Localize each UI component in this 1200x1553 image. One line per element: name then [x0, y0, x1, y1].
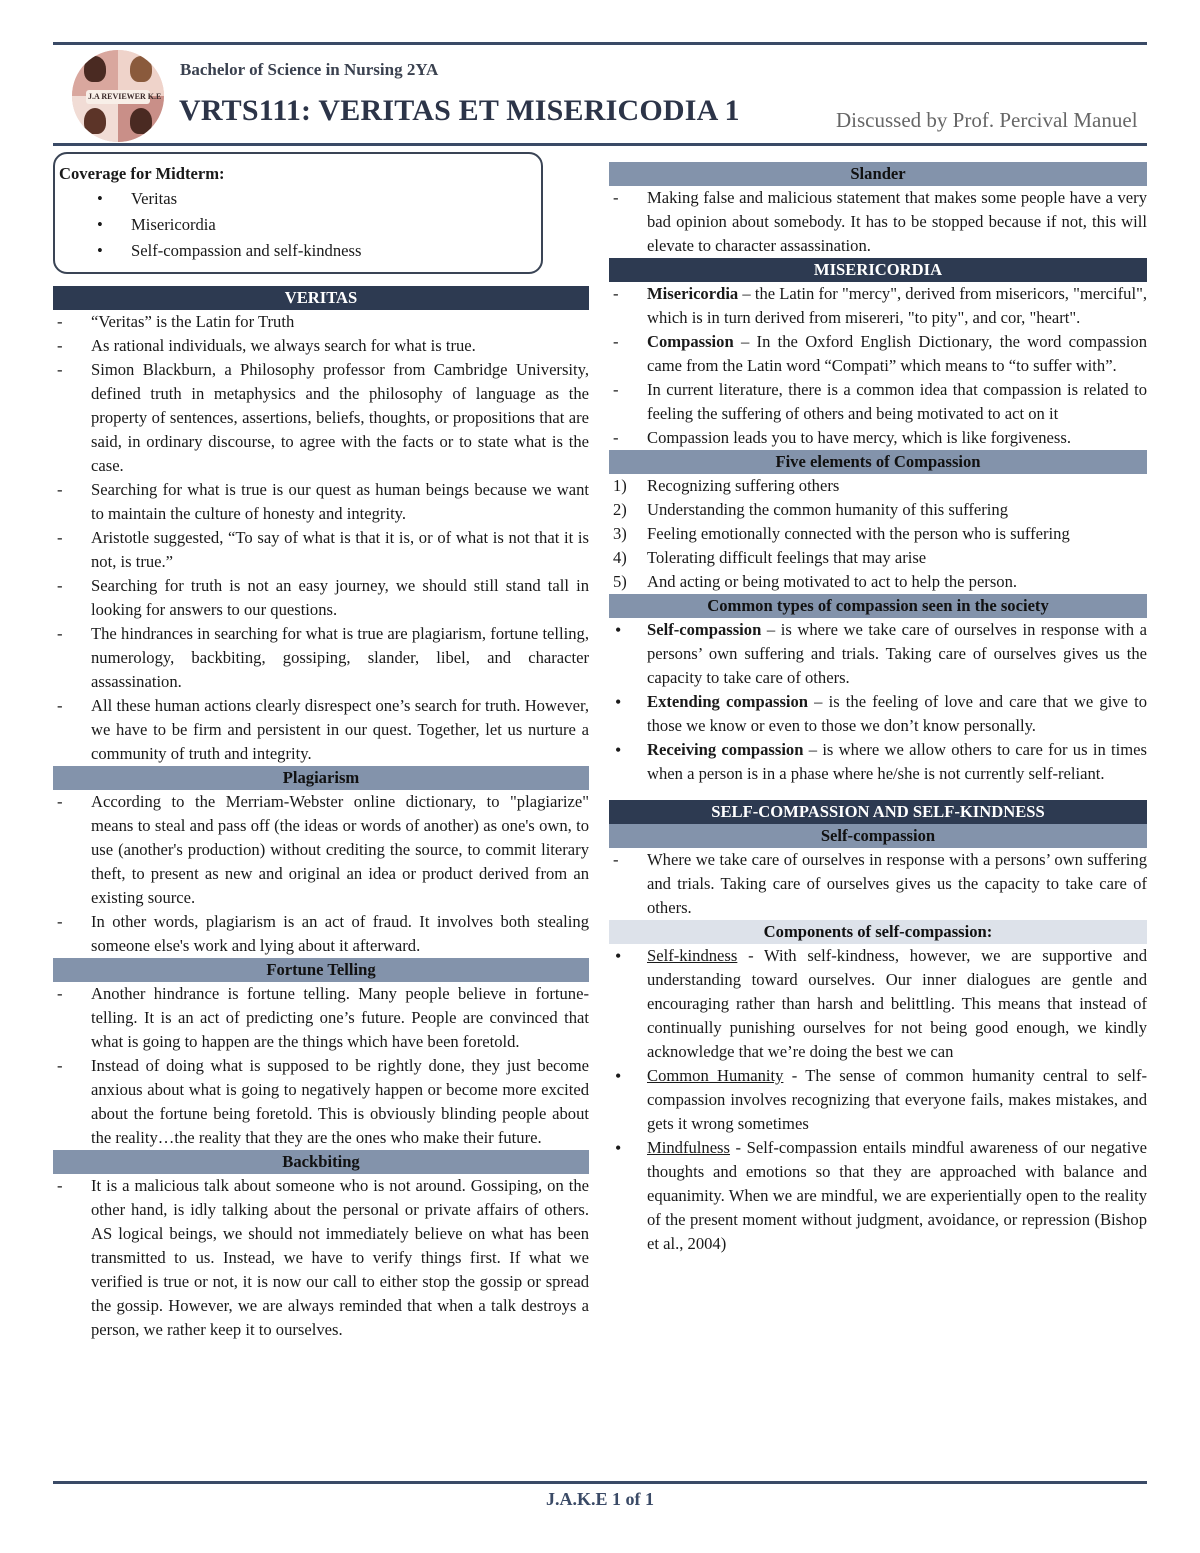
- misericordia-item: [609, 330, 1147, 378]
- definition-text: - With self-kindness, however, we are supportive and understanding toward ourselves. Our inner dialogues are gentle and encouraging rather than harsh and belittling. This means that instead of continually punishing ourselves for not being good enough, we kindly acknowledge that we’re doing the best we can: [647, 946, 1147, 1061]
- term-receiving-compassion: Receiving compassion: [647, 740, 804, 759]
- veritas-item: - As rational individuals, we always search for what is true.: [53, 334, 589, 358]
- fortune-telling-item: - Instead of doing what is supposed to be rightly done, they just become anxious about what is going to negatively happen or become more excited about the fortune being foretold. This is obviously blinding people about the reality…the reality that they are the ones who make their future.: [53, 1054, 589, 1150]
- backbiting-heading: Backbiting: [53, 1150, 589, 1174]
- course-title: VRTS111: VERITAS ET MISERICODIA 1: [179, 94, 740, 127]
- veritas-item: - Searching for truth is not an easy journey, we should still stand tall in looking for answers to our questions.: [53, 574, 589, 622]
- definition-text: – In the Oxford English Dictionary, the word compassion came from the Latin word “Compati” which means to “to suffer with”.: [647, 332, 1147, 375]
- item-text: Tolerating difficult feelings that may arise: [647, 548, 927, 567]
- definition-text: - Self-compassion entails mindful awareness of our negative thoughts and emotions so that they are approached with balance and equanimity. When we are mindful, we are experientially open to the reality of the present moment without judgment, avoidance, or repression (Bishop et al., 2004): [647, 1138, 1147, 1253]
- common-types-list: [609, 618, 1147, 786]
- header-bottom-rule: [53, 143, 1147, 146]
- plagiarism-item: - In other words, plagiarism is an act of fraud. It involves both stealing someone else's work and lying about it afterward.: [53, 910, 589, 958]
- definition-text: – the Latin for "mercy", derived from misericors, "merciful", which is in turn derived from misereri, "to pity", and cor, "heart".: [647, 284, 1147, 327]
- veritas-item: - All these human actions clearly disrespect one’s search for truth. However, we have to be firm and persistent in our quest. Together, let us nurture a community of truth and integrity.: [53, 694, 589, 766]
- plagiarism-list: [53, 790, 589, 958]
- coverage-item: • Misericordia: [59, 212, 541, 238]
- term-self-kindness: Self-kindness: [647, 946, 738, 965]
- term-misericordia: Misericordia: [647, 284, 739, 303]
- footer-rule: [53, 1481, 1147, 1484]
- coverage-title: Coverage for Midterm:: [59, 164, 225, 183]
- item-text: Understanding the common humanity of this suffering: [647, 500, 1009, 519]
- components-item: [609, 1064, 1147, 1136]
- veritas-item: - The hindrances in searching for what is true are plagiarism, fortune telling, numerology, backbiting, gossiping, slander, libel, and character assassination.: [53, 622, 589, 694]
- veritas-item: - Searching for what is true is our quest as human beings because we want to maintain the culture of honesty and integrity.: [53, 478, 589, 526]
- components-item: [609, 1136, 1147, 1256]
- five-elements-item: [609, 522, 1147, 546]
- logo-figure: [84, 108, 106, 134]
- veritas-list: [53, 310, 589, 766]
- five-elements-heading: Five elements of Compassion: [609, 450, 1147, 474]
- section-spacer: [609, 786, 1147, 800]
- backbiting-item: - It is a malicious talk about someone who is not around. Gossiping, on the other hand, is idly talking about the personal or private affairs of others. AS logical beings, we should not immediately believe on what has been transmitted to us. Instead, we have to verify things first. If what we verified is true or not, it is now our call to either stop the gossip or spread the gossip. However, we are always reminded that when a talk destroys a person, we rather keep it to ourselves.: [53, 1174, 589, 1342]
- item-number: 3): [613, 524, 627, 543]
- coverage-item: • Self-compassion and self-kindness: [59, 238, 541, 264]
- discussed-by: Discussed by Prof. Percival Manuel: [836, 108, 1138, 132]
- veritas-item: - Simon Blackburn, a Philosophy professor from Cambridge University, defined truth in metaphysics and the philosophy of language as the property of sentences, assertions, beliefs, thoughts, or propositions that are said, in ordinary discourse, to agree with the facts or to state what is the case.: [53, 358, 589, 478]
- item-number: 1): [613, 476, 627, 495]
- plagiarism-heading: Plagiarism: [53, 766, 589, 790]
- coverage-list: [59, 186, 541, 264]
- five-elements-item: [609, 474, 1147, 498]
- five-elements-item: [609, 570, 1147, 594]
- misericordia-item: [609, 282, 1147, 330]
- item-number: 2): [613, 500, 627, 519]
- misericordia-heading: MISERICORDIA: [609, 258, 1147, 282]
- term-compassion: Compassion: [647, 332, 734, 351]
- backbiting-list: [53, 1174, 589, 1342]
- five-elements-item: [609, 498, 1147, 522]
- veritas-heading: VERITAS: [53, 286, 589, 310]
- five-elements-list: [609, 474, 1147, 594]
- fortune-telling-item: - Another hindrance is fortune telling. Many people believe in fortune-telling. It is an act of predicting one’s future. People are convinced that what is going to happen are the things which have been foretold.: [53, 982, 589, 1054]
- common-types-heading: Common types of compassion seen in the society: [609, 594, 1147, 618]
- self-compassion-section-heading: SELF-COMPASSION AND SELF-KINDNESS: [609, 800, 1147, 824]
- slander-list: [609, 186, 1147, 258]
- self-compassion-list: [609, 848, 1147, 920]
- common-types-item: [609, 690, 1147, 738]
- definition-text: – is where we allow others to care for us in times when a person is in a phase where he/she is not currently self-reliant.: [647, 740, 1147, 783]
- misericordia-item: - In current literature, there is a common idea that compassion is related to feeling the suffering of others and being motivated to act on it: [609, 378, 1147, 426]
- fortune-telling-list: [53, 982, 589, 1150]
- header-top-rule: [53, 42, 1147, 45]
- item-text: And acting or being motivated to act to help the person.: [647, 572, 1018, 591]
- coverage-box: [53, 152, 543, 274]
- fortune-telling-heading: Fortune Telling: [53, 958, 589, 982]
- reviewer-logo: [72, 50, 164, 142]
- veritas-item: - “Veritas” is the Latin for Truth: [53, 310, 589, 334]
- plagiarism-item: - According to the Merriam-Webster online dictionary, to "plagiarize" means to steal and pass off (the ideas or words of another) as one's own, to use (another's production) without crediting the source, to commit literary theft, to present as new and original an idea or product derived from an existing source.: [53, 790, 589, 910]
- definition-text: - The sense of common humanity central to self-compassion involves recognizing that everyone fails, makes mistakes, and gets it wrong sometimes: [647, 1066, 1147, 1133]
- logo-figure: [130, 56, 152, 82]
- logo-text: J.A REVIEWER K.E: [88, 92, 162, 101]
- five-elements-item: [609, 546, 1147, 570]
- item-number: 4): [613, 548, 627, 567]
- veritas-item: - Aristotle suggested, “To say of what is that it is, or of what is not that it is not, is true.”: [53, 526, 589, 574]
- logo-figure: [130, 108, 152, 134]
- definition-text: – is the feeling of love and care that we give to those we know or even to those we don’t know personally.: [647, 692, 1147, 735]
- misericordia-list: [609, 282, 1147, 450]
- term-mindfulness: Mindfulness: [647, 1138, 730, 1157]
- slander-item: - Making false and malicious statement that makes some people have a very bad opinion about somebody. It has to be stopped because if not, this will elevate to character assassination.: [609, 186, 1147, 258]
- item-number: 5): [613, 572, 627, 591]
- slander-heading: Slander: [609, 162, 1147, 186]
- self-compassion-item: - Where we take care of ourselves in response with a persons’ own suffering and trials. Taking care of ourselves gives us the capacity to take care of others.: [609, 848, 1147, 920]
- self-compassion-subheading: Self-compassion: [609, 824, 1147, 848]
- page-footer: J.A.K.E 1 of 1: [546, 1489, 654, 1509]
- logo-figure: [84, 56, 106, 82]
- term-self-compassion: Self-compassion: [647, 620, 762, 639]
- item-text: Feeling emotionally connected with the person who is suffering: [647, 524, 1070, 543]
- left-column: [53, 152, 589, 1342]
- common-types-item: [609, 618, 1147, 690]
- misericordia-item: - Compassion leads you to have mercy, which is like forgiveness.: [609, 426, 1147, 450]
- right-column: [609, 162, 1147, 1256]
- item-text: Recognizing suffering others: [647, 476, 840, 495]
- term-extending-compassion: Extending compassion: [647, 692, 809, 711]
- definition-text: – is where we take care of ourselves in response with a persons’ own suffering and trials. Taking care of ourselves gives us the capacity to take care of others.: [647, 620, 1147, 687]
- common-types-item: [609, 738, 1147, 786]
- term-common-humanity: Common Humanity: [647, 1066, 784, 1085]
- coverage-item: • Veritas: [59, 186, 541, 212]
- components-item: [609, 944, 1147, 1064]
- program-name: Bachelor of Science in Nursing 2YA: [180, 60, 439, 79]
- components-list: [609, 944, 1147, 1256]
- components-heading: Components of self-compassion:: [609, 920, 1147, 944]
